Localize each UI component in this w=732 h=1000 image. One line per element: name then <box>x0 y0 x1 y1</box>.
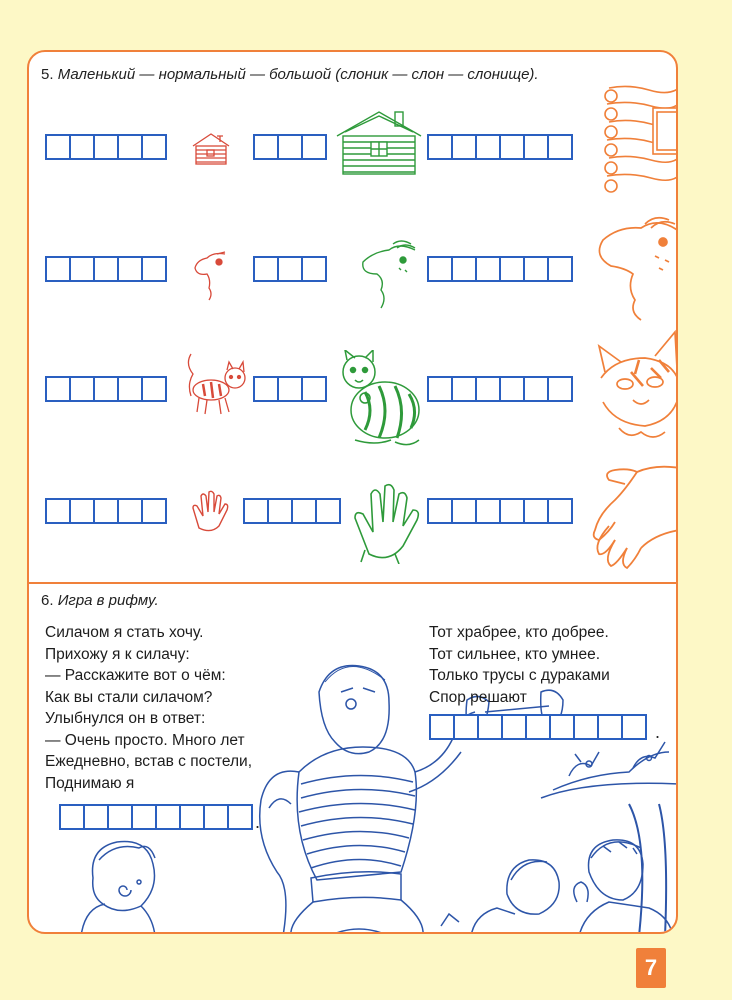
poem-left-line: Как вы стали силачом? <box>45 688 213 706</box>
poem-right-line: Тот храбрее, кто добрее. <box>429 624 609 641</box>
strongman-illustration <box>29 52 678 934</box>
poem-left-line: Силачом я стать хочу. <box>45 624 204 641</box>
task-6-number: 6. <box>41 592 54 609</box>
worksheet-panel <box>27 50 678 934</box>
poem-left <box>45 622 252 794</box>
task-5-number: 5. <box>41 66 54 83</box>
poem-right <box>429 622 610 708</box>
answer-boxes-poem-left[interactable] <box>59 804 251 830</box>
poem-left-line: Поднимаю я <box>45 774 135 792</box>
poem-right-period: . <box>655 722 661 742</box>
poem-left-line: — Расскажите вот о чём: <box>45 667 226 684</box>
poem-left-line: — Очень просто. Много лет <box>45 731 245 749</box>
page-number: 7 <box>636 948 666 988</box>
answer-boxes-poem-right[interactable] <box>429 714 645 740</box>
poem-right-line: Только трусы с дураками <box>429 667 610 684</box>
poem-left-line: Прихожу я к силачу: <box>45 645 190 663</box>
task-6-text: Игра в рифму. <box>57 592 159 609</box>
poem-left-line: Ежедневно, встав с постели, <box>45 753 252 770</box>
task-5-text: Маленький — нормальный — большой (слоник — слон — слонище). <box>57 66 539 83</box>
poem-right-line: Тот сильнее, кто умнее. <box>429 645 601 663</box>
poem-right-line: Спор решают <box>429 688 527 706</box>
poem-left-line: Улыбнулся он в ответ: <box>45 710 206 727</box>
poem-left-period: . <box>255 812 261 832</box>
